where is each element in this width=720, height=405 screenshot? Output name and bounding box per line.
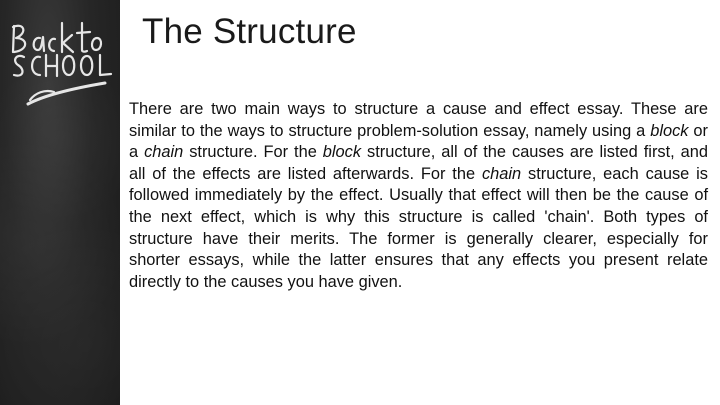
emphasis-chain: chain bbox=[481, 164, 522, 183]
text-segment: structure. For the bbox=[183, 143, 323, 162]
chalkboard-panel bbox=[0, 0, 120, 405]
text-segment: structure, all of the causes are listed first, and all of the effects are listed afterwards. For the bbox=[129, 143, 709, 183]
back-to-school-logo bbox=[0, 0, 120, 405]
emphasis-block: block bbox=[322, 143, 362, 162]
emphasis-chain: chain bbox=[144, 143, 184, 162]
text-segment: structure, each cause is followed immediately by the effect. Usually that effect will then be the cause of the next effect, which is why this structure is called 'chain'. Both types of structure have their merits. The former is generally clearer, especially for shorter essays, while the latter ensures that any effects you present relate directly to the causes you have given. bbox=[129, 164, 708, 291]
body-paragraph bbox=[129, 99, 708, 293]
text-segment: or a bbox=[129, 121, 708, 162]
text-segment: There are two main ways to structure a cause and effect essay. These are similar to the ways to structure problem-solution essay, namely using a bbox=[129, 100, 708, 140]
slide-title: The Structure bbox=[142, 12, 357, 51]
emphasis-block: block bbox=[650, 121, 689, 140]
